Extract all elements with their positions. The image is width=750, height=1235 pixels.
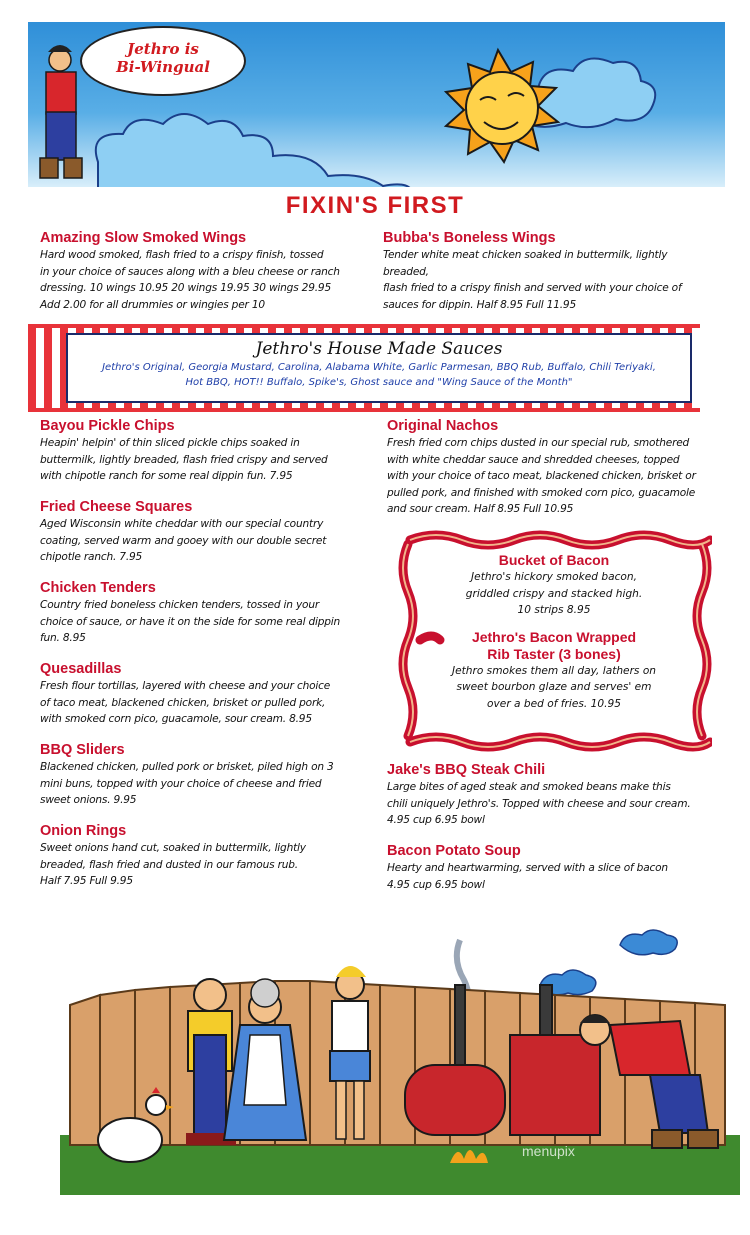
item-name: Jake's BBQ Steak Chili [387,762,546,778]
menu-item-slow-smoked-wings [40,230,370,313]
item-name-bucket-of-bacon: Bucket of Bacon [498,552,610,568]
right-lower-column [387,762,727,893]
item-description: Tender white meat chicken soaked in buttermilk, lightly breaded, flash fried to a crispy finish and served with your choice of sauces for dippin. Half 8.95 Full 11.95 [383,249,682,311]
menu-item-quesadillas [40,661,370,742]
item-name: BBQ Sliders [40,742,125,758]
item-name: Quesadillas [40,661,122,677]
item-name-bacon-wrapped-rib-taster: Jethro's Bacon Wrapped Rib Taster (3 bones) [471,628,637,662]
menu-item-fried-cheese-squares [40,499,370,580]
item-name: Bubba's Boneless Wings [383,230,556,246]
menu-item-bbq-sliders [40,742,370,823]
item-description: Aged Wisconsin white cheddar with our special country coating, served warm and gooey with our double secret chipotle ranch. 7.95 [40,518,327,563]
bubble-line-1: Jethro is [127,40,199,58]
item-description: Jethro smokes them all day, lathers on sweet bourbon glaze and serves' em over a bed of fries. 10.95 [451,664,657,710]
item-description: Fresh fried corn chips dusted in our special rub, smothered with white cheddar sauce and shredded cheeses, topped with your choice of taco meat, blackened chicken, brisket or pulled pork, and finished with smoked corn pico, guacamole and sour cream. Half 8.95 Full 10.95 [387,437,696,515]
menu-item-boneless-wings [383,230,713,313]
sauces-list-line-2: Hot BBQ, HOT!! Buffalo, Spike's, Ghost sauce and "Wing Sauce of the Month" [185,377,573,388]
sauces-title: Jethro's House Made Sauces [255,339,503,359]
menu-item-bayou-pickle-chips [40,418,370,499]
item-name: Chicken Tenders [40,580,156,596]
item-name: Fried Cheese Squares [40,499,193,515]
section-title: FIXIN'S FIRST [285,192,465,219]
bacon-box-content [420,552,688,730]
menu-item-original-nachos [387,418,727,518]
sauces-box [66,333,692,403]
item-description: Hearty and heartwarming, served with a slice of bacon 4.95 cup 6.95 bowl [387,862,668,891]
item-description: Hard wood smoked, flash fried to a crispy finish, tossed in your choice of sauces along with a bleu cheese or ranch dressing. 10 wings 10.95 20 wings 19.95 30 wings 29.95 Add 2.00 for all drummies or wingies per 10 [40,249,340,311]
menu-item-onion-rings [40,823,370,904]
menu-item-bbq-steak-chili [387,762,727,843]
jethro-character [40,45,82,178]
backyard-illustration [60,925,740,1195]
menu-item-bacon-potato-soup [387,843,727,893]
item-description: Jethro's hickory smoked bacon, griddled crispy and stacked high. 10 strips 8.95 [465,571,643,616]
item-description: Country fried boneless chicken tenders, tossed in your choice of sauce, or have it on the side for some real dippin fun. 8.95 [40,599,341,644]
item-name: Bacon Potato Soup [387,843,521,859]
item-description: Large bites of aged steak and smoked beans make this chili uniquely Jethro's. Topped with cheese and sour cream. 4.95 cup 6.95 bowl [387,781,691,826]
item-description: Blackened chicken, pulled pork or brisket, piled high on 3 mini buns, topped with your choice of cheese and fried sweet onions. 9.95 [40,761,334,806]
menu-item-chicken-tenders [40,580,370,661]
item-description: Heapin' helpin' of thin sliced pickle chips soaked in buttermilk, lightly breaded, flash fried crispy and served with chipotle ranch for some real dippin fun. 7.95 [40,437,328,482]
menupix-watermark: menupix [522,1143,575,1159]
sauces-list-line-1: Jethro's Original, Georgia Mustard, Carolina, Alabama White, Garlic Parmesan, BBQ Rub, Buffalo, Chili Teriyaki, [102,362,656,373]
item-description: Sweet onions hand cut, soaked in buttermilk, lightly breaded, flash fried and dusted in our famous rub. Half 7.95 Full 9.95 [40,842,306,887]
item-name: Onion Rings [40,823,127,839]
speech-bubble [80,26,246,96]
item-name: Bayou Pickle Chips [40,418,175,434]
left-column [40,418,370,904]
item-description: Fresh flour tortillas, layered with cheese and your choice of taco meat, blackened chicken, brisket or pulled pork, with smoked corn pico, guacamole, sour cream. 8.95 [40,680,331,725]
bubble-line-2: Bi-Wingual [116,58,210,76]
cloud-icon [96,114,413,187]
item-name: Original Nachos [387,418,499,434]
item-name: Amazing Slow Smoked Wings [40,230,247,246]
